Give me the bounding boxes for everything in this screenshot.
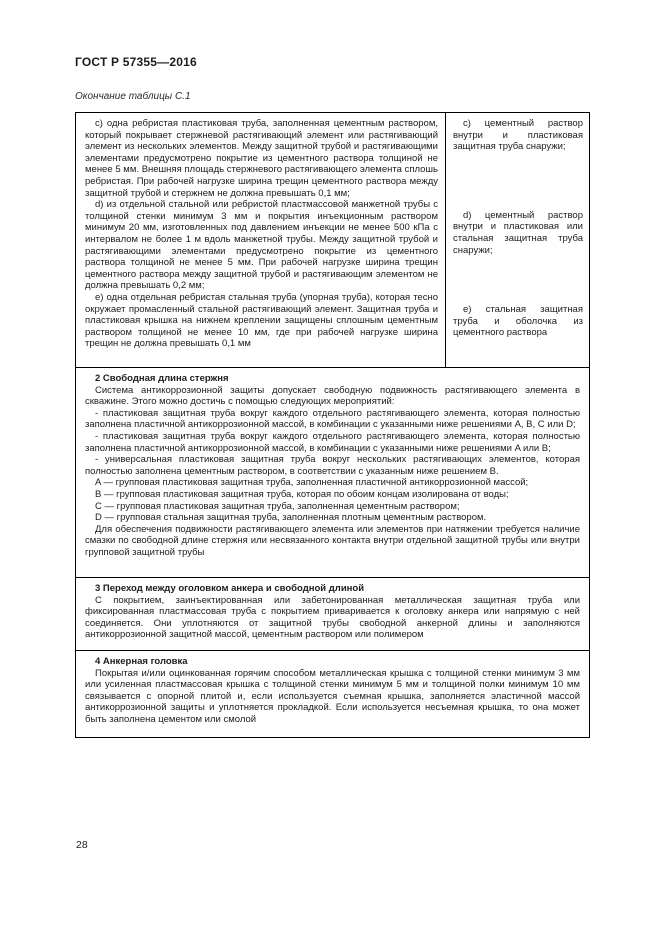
section-free-length-title: 2 Свободная длина стержня [95,373,229,384]
construction-item-c-left: c) одна ребристая пластиковая труба, заполненная цементным раствором, который покрывает стержневой растягивающий элемент или растягивающий элемент из нескольких элементов. Между защитной трубой и растягивающими элементами предусмотрено покрытие из цементного раствора толщиной не менее 5 мм. Внешняя площадь стержневого растягивающего элемента сплошь ребристая. При рабочей нагрузке ширина трещин цементного раствора между защитной трубой и стержнем не должна превышать 0,1 мм; [85,118,438,199]
free-length-option-b: B — групповая пластиковая защитная труба, которая по обоим концам изолирована от воды; [95,488,509,500]
construction-item-d-left: d) из отдельной стальной или ребристой пластмассовой манжетной трубы с толщиной стенки минимум 3 мм и покрытия инъекционным раствором минимум 20 мм, изготовленных под давлением инъекции не менее 500 кПа с интервалом не более 1 м вдоль манжетной трубы. Между защитной трубой и растягивающими элементами предусмотрено покрытие из цементного раствора толщиной не менее 5 мм. При рабочей нагрузке ширина трещин цементного раствора между защитной трубой и растягивающим элементом не должна превышать 0,2 мм; [85,199,438,292]
free-length-note: Для обеспечения подвижности растягивающего элемента или элементов при натяжении требуется наличие смазки по свободной длине стержня или несвязанного контакта внутри отдельной защитной трубы или внутри групповой защитной трубы [85,523,580,558]
construction-item-c-right: c) цементный раствор внутри и пластиковая защитная труба снаружи; [453,118,583,153]
gost-table [75,112,590,738]
free-length-bullet-1: - пластиковая защитная труба вокруг каждого отдельного растягивающего элемента, которая полностью заполнена пластичной антикоррозионной массой, в комбинации с указанными ниже решениями A, B, C или D; [85,407,580,431]
page-number: 28 [76,839,88,851]
table-row-construction [76,113,589,368]
construction-item-e-right: e) стальная защитная труба и оболочка из цементного раствора [453,304,583,339]
free-length-intro: Система антикоррозионной защиты допускает свободную подвижность растягивающего элемента в скважине. Этого можно достичь с помощью следующих мероприятий: [85,384,580,408]
section-anchor-head-body: Покрытая и/или оцинкованная горячим способом металлическая крышка с толщиной стенки минимум 3 мм или усиленная пластмассовая крышка с толщиной стенки минимум 5 мм и толщиной полки минимум 10 мм связывается с опорной плитой и, если используется съемная крышка, заполняется эластичной массой антикоррозионной защиты и уплотняется прокладкой. Если используется несъемная крышка, то она может быть заполнена цементом или смолой [85,667,580,725]
free-length-option-c: C — групповая пластиковая защитная труба, заполненная цементным раствором; [95,500,460,512]
free-length-bullet-2: - пластиковая защитная труба вокруг каждого отдельного растягивающего элемента, которая полностью заполнена пластичной антикоррозионной массой, в комбинации с указанными ниже решениями A или B; [85,430,580,454]
construction-cell-right [446,113,589,367]
section-transition-body: С покрытием, заинъектированная или забетонированная металлическая защитная труба или фиксированная пластмассовая труба с покрытием приваривается к оголовку анкера или напрямую с ней соединяется. Они уплотняются от защитной трубы свободной анкерной длины и заполняются антикоррозионной защитной массой, цементным раствором или полимером [85,594,580,641]
section-anchor-head-title: 4 Анкерная головка [95,656,188,667]
document-header: ГОСТ Р 57355—2016 [75,55,197,69]
free-length-option-a: A — групповая пластиковая защитная труба, заполненная пластичной антикоррозионной массой; [95,477,529,489]
section-free-length [76,368,589,578]
construction-cell-left [76,113,446,367]
table-caption: Окончание таблицы С.1 [75,91,191,102]
free-length-option-d: D — групповая стальная защитная труба, заполненная плотным цементным раствором. [95,512,487,524]
construction-item-e-left: e) одна отдельная ребристая стальная труба (упорная труба), которая тесно окружает промасленный стальной растягивающий элемент. Защитная труба и пластиковая крышка на нижнем креплении защищены сплошным цементным раствором толщиной не менее 10 мм, где при рабочей нагрузке ширина трещин не должна превышать 0,1 мм [85,291,438,350]
section-anchor-head [76,651,589,737]
section-transition [76,578,589,651]
free-length-bullet-3: - универсальная пластиковая защитная труба вокруг нескольких растягивающих элементов, которая полностью заполнена цементным раствором, в соответствии с указанным ниже решением B. [85,454,580,477]
section-transition-title: 3 Переход между оголовком анкера и свободной длиной [95,583,365,594]
construction-item-d-right: d) цементный раствор внутри и пластиковая или стальная защитная труба снаружи; [453,209,583,256]
